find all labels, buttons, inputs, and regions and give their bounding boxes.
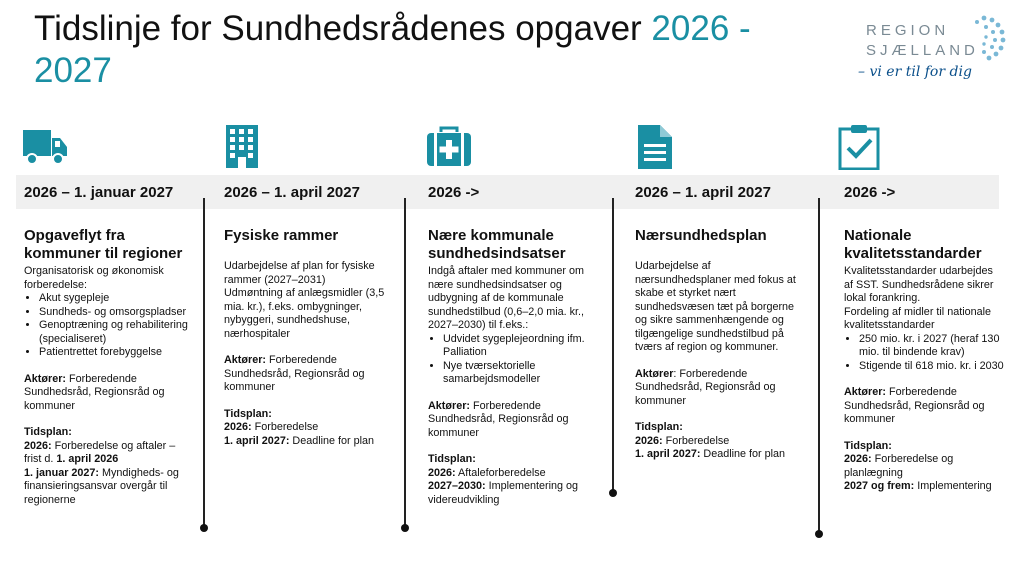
schedule-item: 1. april 2027: Deadline for plan (635, 448, 786, 460)
schedule-item: 2027–2030: Implementering og videreudvikling (428, 480, 579, 506)
truck-icon (22, 124, 68, 170)
column-intro-2: Udmøntning af anlægsmidler (3,5 mia. kr.), f.eks. ombygninger, nybyggeri, sundhedshuse, nærhospitaler (224, 287, 385, 340)
document-icon (632, 124, 678, 170)
schedule-item: 2026: Aftaleforberedelse (428, 466, 546, 479)
list-item: • Stigende til 618 mio. kr. i 2030 (859, 360, 1004, 374)
column-opgaveflyt (24, 227, 192, 507)
column-naersundhedsplan (635, 227, 807, 462)
bullet-list (428, 333, 598, 387)
logo-line-2: SJÆLLAND (866, 42, 979, 59)
schedule-label: Tidsplan: (635, 421, 683, 433)
schedule-item: 2026: Forberedelse (635, 434, 730, 447)
actors: Aktører: Forberedende Sundhedsråd, Regionsråd og kommuner (224, 354, 365, 393)
timeline-dot (401, 524, 409, 532)
column-intro: Kvalitetsstandarder udarbejdes af SST. Sundhedsrådene sikrer lokal forankring. (844, 265, 994, 304)
schedule-label: Tidsplan: (24, 426, 72, 438)
column-intro-2: Fordeling af midler til nationale kvalitetsstandarder (844, 305, 992, 331)
bullet-list (844, 333, 1004, 374)
schedule-label: Tidsplan: (428, 453, 476, 465)
page-title: Tidslinje for Sundhedsrådenes opgaver 2026 - 2027 (34, 9, 751, 90)
timeline-divider (612, 198, 614, 493)
column-heading: Fysiske rammer (224, 227, 339, 244)
timeline-dot (815, 530, 823, 538)
actors: Aktører: Forberedende Sundhedsråd, Regionsråd og kommuner (24, 372, 165, 412)
region-logo (852, 14, 1012, 94)
column-heading: Nærsundhedsplan (635, 227, 767, 244)
column-fysiske-rammer (224, 227, 394, 448)
column-heading: Opgaveflyt fra kommuner til regioner (24, 227, 183, 262)
logo-tagline: – vi er til for dig (858, 64, 972, 80)
date-label-3: 2026 -> (428, 184, 480, 201)
building-icon (219, 124, 265, 170)
column-intro: Udarbejdelse af nærsundhedsplaner med fokus at skabe et styrket nært sundhedsvæsen tæt på borgerne og sikre sammenhængende og tilgængelige sundhedstilbud på tværs af region og kommuner. (635, 260, 796, 353)
column-heading: Nære kommunale sundhedsindsatser (428, 227, 566, 262)
schedule-item: 2026: Forberedelse og planlægning (844, 453, 954, 479)
actors: Aktører: Forberedende Sundhedsråd, Regionsråd og kommuner (844, 386, 985, 425)
schedule-item: 1. april 2027: Deadline for plan (224, 434, 375, 447)
column-heading: Nationale kvalitetsstandarder (844, 227, 982, 262)
bullet-list (24, 292, 192, 360)
actors: Aktører: Forberedende Sundhedsråd, Regionsråd og kommuner (635, 367, 776, 407)
logo-dots-icon (962, 14, 1012, 64)
title-year: 2026 - 2027 (34, 9, 751, 90)
date-label-4: 2026 – 1. april 2027 (635, 184, 771, 201)
schedule-item: 2027 og frem: Implementering (844, 480, 992, 492)
column-naere-sundhedsindsatser (428, 227, 598, 507)
date-label-1: 2026 – 1. januar 2027 (24, 184, 174, 201)
logo-line-1: REGION (866, 22, 950, 39)
list-item: • 250 mio. kr. i 2027 (heraf 130 mio. til bindende krav) (859, 333, 1004, 360)
actors: Aktører: Forberedende Sundhedsråd, Regionsråd og kommuner (428, 399, 569, 439)
schedule-item: 2026: Forberedelse (224, 421, 319, 433)
clipboard-check-icon (836, 124, 882, 170)
medical-kit-icon (426, 124, 472, 170)
list-item: • Sundheds- og omsorgspladser (39, 306, 192, 320)
list-item: • Akut sygepleje (39, 292, 192, 306)
list-item: • Patientrettet forebyggelse (39, 346, 192, 360)
column-intro: Udarbejdelse af plan for fysiske rammer (2027–2031) (224, 260, 375, 286)
schedule-label: Tidsplan: (224, 407, 272, 420)
timeline-divider (404, 198, 406, 528)
timeline-dot (200, 524, 208, 532)
timeline-divider (203, 198, 205, 528)
schedule-item: 1. januar 2027: Myndigheds- og finansieringsansvar overgår til regionerne (24, 466, 179, 506)
list-item: • Udvidet sygeplejeordning ifm. Palliation (443, 333, 598, 360)
column-intro: Indgå aftaler med kommuner om nære sundhedsindsatser og udbygning af de kommunale sundhedstilbud (0,6–2,0 mia. kr., 2027–2030) til f.eks.: (428, 265, 585, 331)
schedule-label: Tidsplan: (844, 439, 892, 452)
timeline-divider (818, 198, 820, 534)
date-label-5: 2026 -> (844, 184, 896, 201)
list-item: • Genoptræning og rehabilitering (specialiseret) (39, 319, 192, 346)
date-label-2: 2026 – 1. april 2027 (224, 184, 360, 201)
list-item: • Nye tværsektorielle samarbejdsmodeller (443, 360, 598, 387)
timeline-dot (609, 489, 617, 497)
schedule-item: 2026: Forberedelse og aftaler – frist d. 1. april 2026 (24, 439, 176, 465)
column-intro: Organisatorisk og økonomisk forberedelse: (24, 265, 164, 291)
column-kvalitetsstandarder (844, 227, 1004, 494)
